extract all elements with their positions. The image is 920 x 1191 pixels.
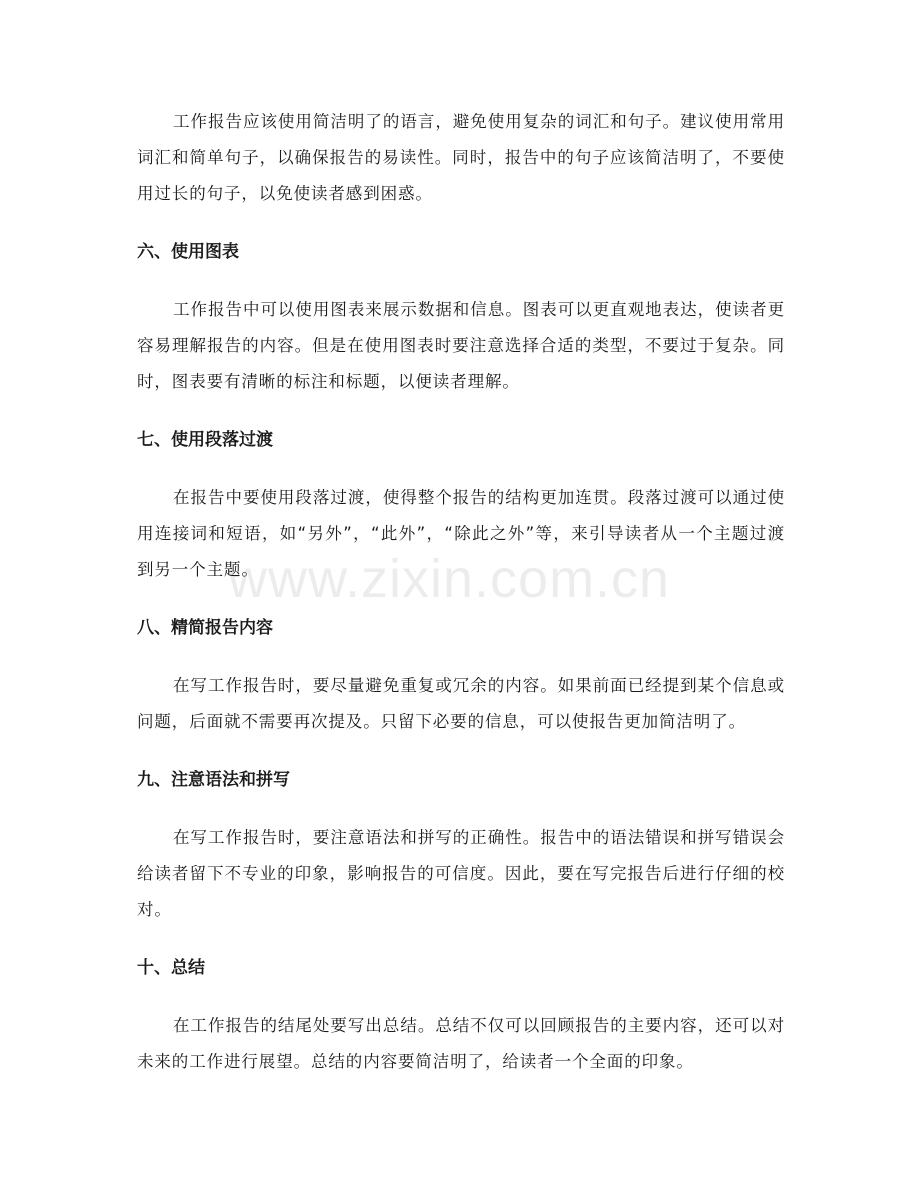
section-heading-transitions: 七、使用段落过渡 bbox=[137, 430, 273, 450]
paragraph-summary: 在工作报告的结尾处要写出总结。总结不仅可以回顾报告的主要内容，还可以对未来的工作进行展望。总结的内容要简洁明了，给读者一个全面的印象。 bbox=[137, 1016, 785, 1071]
section-heading-charts: 六、使用图表 bbox=[137, 242, 239, 262]
watermark-text: www.zixin.com.cn bbox=[228, 549, 671, 609]
paragraph-charts: 工作报告中可以使用图表来展示数据和信息。图表可以更直观地表达，使读者更容易理解报告的内容。但是在使用图表时要注意选择合适的类型，不要过于复杂。同时，图表要有清晰的标注和标题，以便读者理解。 bbox=[137, 300, 785, 391]
section-heading-concise: 八、精简报告内容 bbox=[137, 618, 273, 638]
paragraph-intro: 工作报告应该使用简洁明了的语言，避免使用复杂的词汇和句子。建议使用常用词汇和简单句子，以确保报告的易读性。同时，报告中的句子应该简洁明了，不要使用过长的句子，以免使读者感到困惑。 bbox=[137, 112, 785, 203]
paragraph-concise: 在写工作报告时，要尽量避免重复或冗余的内容。如果前面已经提到某个信息或问题，后面就不需要再次提及。只留下必要的信息，可以使报告更加简洁明了。 bbox=[137, 676, 785, 731]
paragraph-grammar: 在写工作报告时，要注意语法和拼写的正确性。报告中的语法错误和拼写错误会给读者留下不专业的印象，影响报告的可信度。因此，要在写完报告后进行仔细的校对。 bbox=[137, 828, 785, 919]
document-body bbox=[137, 104, 785, 1080]
paragraph-transitions: 在报告中要使用段落过渡，使得整个报告的结构更加连贯。段落过渡可以通过使用连接词和短语，如“另外”，“此外”，“除此之外”等，来引导读者从一个主题过渡到另一个主题。 bbox=[137, 488, 785, 579]
section-heading-grammar: 九、注意语法和拼写 bbox=[137, 770, 290, 790]
section-heading-summary: 十、总结 bbox=[137, 958, 205, 978]
